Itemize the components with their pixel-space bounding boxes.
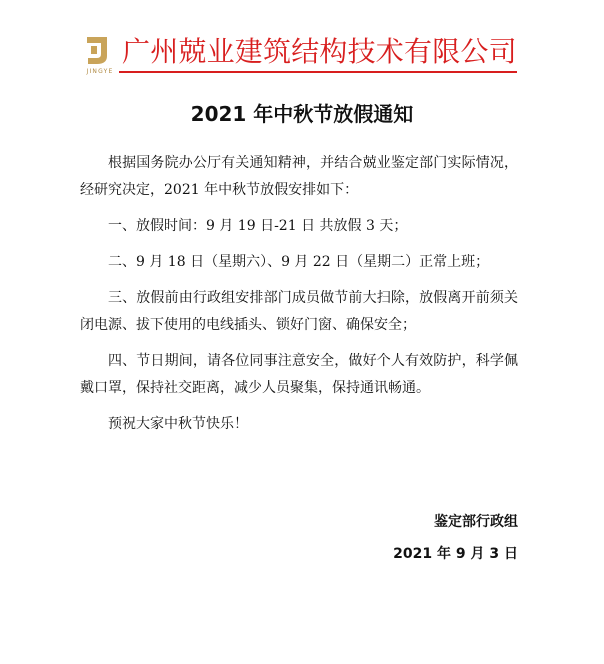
letterhead-divider [119,71,517,73]
company-name: 广州兢业建筑结构技术有限公司 [122,35,517,68]
signature-date: 2021 年 9 月 3 日 [393,546,518,562]
notice-body [80,150,518,447]
paragraph-holiday-period: 一、放假时间：9 月 19 日-21 日 共放假 3 天； [108,218,408,234]
logo-text: JINGYE [86,68,114,75]
company-logo [82,34,116,78]
paragraph-holiday-precautions: 四、节日期间，请各位同事注意安全，做好个人有效防护，科学佩戴口罩，保持社交距离，减少人员聚集，保持通讯畅通。 [80,353,518,396]
paragraph-greeting: 预祝大家中秋节快乐！ [108,416,248,432]
jingye-logo-icon [82,34,116,68]
paragraph-workdays: 二、9 月 18 日（星期六）、9 月 22 日（星期二）正常上班； [108,254,490,270]
notice-title: 2021 年中秋节放假通知 [190,102,414,126]
paragraph-cleaning-safety: 三、放假前由行政组安排部门成员做节前大扫除，放假离开前须关闭电源、拔下使用的电线插头、锁好门窗、确保安全； [80,290,518,333]
paragraph-intro: 根据国务院办公厅有关通知精神，并结合兢业鉴定部门实际情况，经研究决定，2021 年中秋节放假安排如下： [80,155,518,198]
signature-department: 鉴定部行政组 [434,514,518,530]
